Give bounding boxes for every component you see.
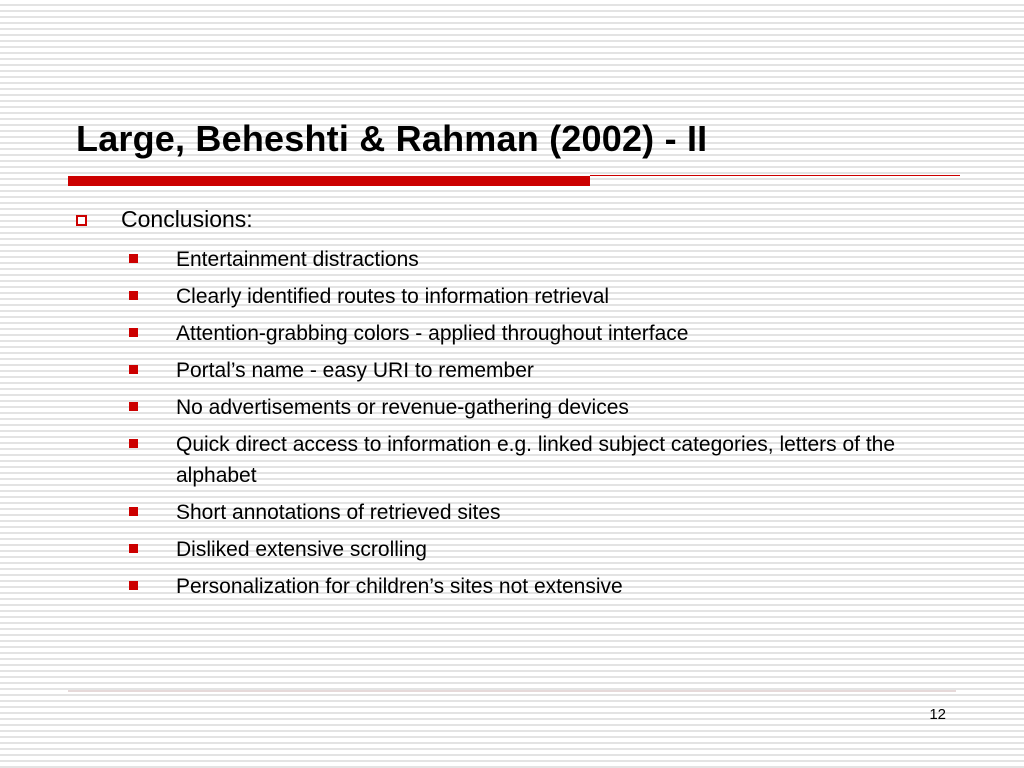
square-bullet-icon <box>129 365 138 374</box>
square-bullet-icon <box>129 254 138 263</box>
page-number: 12 <box>929 706 946 723</box>
square-bullet-icon <box>129 581 138 590</box>
list-item <box>129 534 929 565</box>
list-item-text: Quick direct access to information e.g. linked subject categories, letters of the alphabet <box>176 433 896 487</box>
list-item-text: Attention-grabbing colors - applied throughout interface <box>176 322 689 345</box>
list-item <box>129 281 929 312</box>
square-bullet-icon <box>129 291 138 300</box>
list-item-text: Disliked extensive scrolling <box>176 538 427 561</box>
list-item <box>129 318 929 349</box>
list-item <box>129 497 929 528</box>
list-item <box>129 571 929 602</box>
square-bullet-icon <box>129 439 138 448</box>
list-item-text: Personalization for children’s sites not extensive <box>176 575 623 598</box>
title-underline-rule <box>590 175 960 176</box>
square-bullet-icon <box>129 402 138 411</box>
square-bullet-icon <box>129 328 138 337</box>
list-item <box>129 355 929 386</box>
conclusions-label: Conclusions: <box>121 206 253 232</box>
list-item <box>129 429 929 491</box>
conclusions-list <box>129 244 929 608</box>
title-underline-bar <box>68 176 590 186</box>
footer-divider <box>68 690 956 692</box>
slide-title: Large, Beheshti & Rahman (2002) - II <box>76 118 708 159</box>
list-item-text: Entertainment distractions <box>176 248 419 271</box>
hollow-square-bullet-icon <box>76 215 87 226</box>
list-item-text: Clearly identified routes to information retrieval <box>176 285 610 308</box>
square-bullet-icon <box>129 507 138 516</box>
conclusions-heading <box>76 206 253 233</box>
list-item <box>129 392 929 423</box>
list-item-text: No advertisements or revenue-gathering devices <box>176 396 629 419</box>
list-item-text: Short annotations of retrieved sites <box>176 501 501 524</box>
list-item-text: Portal’s name - easy URI to remember <box>176 359 534 382</box>
square-bullet-icon <box>129 544 138 553</box>
list-item <box>129 244 929 275</box>
